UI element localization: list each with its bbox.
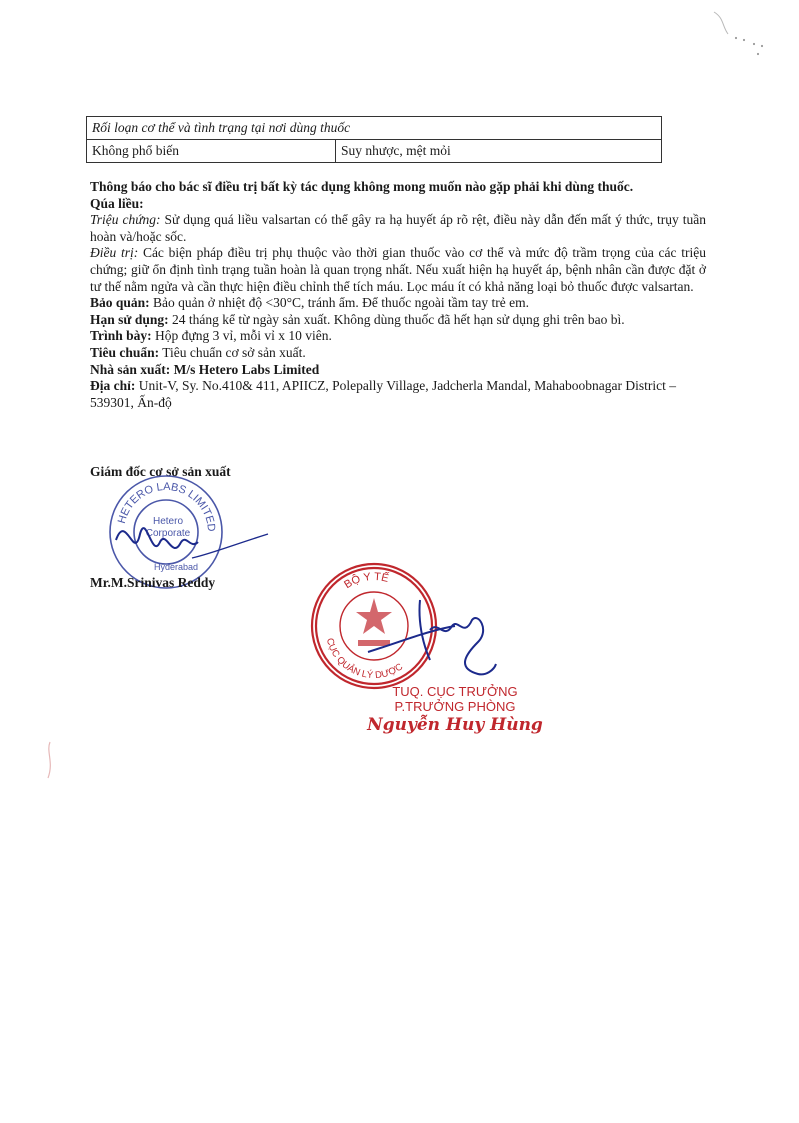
manufacturer-text: M/s Hetero Labs Limited xyxy=(170,361,320,377)
presentation-label: Trình bày: xyxy=(90,328,152,344)
corner-marks xyxy=(710,8,780,68)
expiry-line xyxy=(90,312,706,329)
director-title: Giám đốc cơ sở sản xuất xyxy=(90,464,231,479)
overdose-symptoms xyxy=(90,212,706,245)
table-header-cell: Rối loạn cơ thể và tình trạng tại nơi dùng thuốc xyxy=(87,117,662,140)
manufacturer-label: Nhà sản xuất: xyxy=(90,361,171,377)
authority-name: Nguyễn Huy Hùng xyxy=(367,715,543,735)
presentation-text: Hộp đựng 3 vỉ, mỗi vỉ x 10 viên. xyxy=(151,328,332,344)
symptoms-label: Triệu chứng: xyxy=(90,212,161,228)
frequency-cell: Không phổ biến xyxy=(87,140,336,163)
treatment-text: Các biện pháp điều trị phụ thuộc vào thời gian thuốc vào cơ thể và mức độ trầm trọng của các triệu chứng; giữ ổn định tình trạng tuần hoàn là quan trọng nhất. Nếu xuất hiện hạ huyết áp, bệnh nhân cần được đặt ở tư thế nằm ngửa và cần thực hiện điều chỉnh thể tích máu. Lọc máu ít có khả năng loại bỏ thuốc được valsartan. xyxy=(90,245,706,294)
effect-cell: Suy nhược, mệt mỏi xyxy=(336,140,662,163)
stamp-line-2: Corporate xyxy=(145,528,191,539)
document-body xyxy=(90,179,706,411)
stamp-line-3: Hyderabad xyxy=(153,562,199,572)
overdose-treatment xyxy=(90,245,706,295)
notice-text: Thông báo cho bác sĩ điều trị bất kỳ tác dụng không mong muốn nào gặp phải khi dùng thuốc. xyxy=(90,179,634,194)
authority-stamp-top: BỘ Y TẾ xyxy=(342,570,390,592)
authority-signature xyxy=(360,590,500,680)
address-label: Địa chỉ: xyxy=(90,378,136,394)
signature-stroke xyxy=(190,528,270,568)
overdose-title: Qúa liều: xyxy=(90,195,144,211)
authority-signature-block xyxy=(360,684,550,733)
symptoms-text: Sử dụng quá liều valsartan có thể gây ra hạ huyết áp rõ rệt, điều này dẫn đến mất ý thức, trụy tuần hoàn và/hoặc sốc. xyxy=(90,212,706,244)
director-name: Mr.M.Srinivas Reddy xyxy=(90,575,216,590)
expiry-label: Hạn sử dụng: xyxy=(90,311,169,327)
storage-text: Bảo quản ở nhiệt độ <30°C, tránh ẩm. Để thuốc ngoài tầm tay trẻ em. xyxy=(149,295,529,311)
storage-label: Bảo quản: xyxy=(90,295,150,311)
standard-line xyxy=(90,345,706,362)
expiry-text: 24 tháng kể từ ngày sản xuất. Không dùng thuốc đã hết hạn sử dụng ghi trên bao bì. xyxy=(168,311,625,327)
presentation-line xyxy=(90,328,706,345)
stamp-line-1: Hetero xyxy=(152,516,184,527)
standard-label: Tiêu chuẩn: xyxy=(90,344,160,360)
stamp-ring-text: HETERO LABS LIMITED xyxy=(115,480,218,533)
standard-text: Tiêu chuẩn cơ sở sản xuất. xyxy=(159,344,306,360)
margin-mark xyxy=(40,740,60,780)
adverse-effects-table xyxy=(86,116,662,163)
treatment-label: Điều trị: xyxy=(90,245,139,261)
authority-line-2: P.TRƯỞNG PHÒNG xyxy=(394,699,516,714)
address-text: Unit-V, Sy. No.410& 411, APIICZ, Polepally Village, Jadcherla Mandal, Mahaboobnagar District – 539301, Ấn-độ xyxy=(90,378,676,410)
address-line xyxy=(90,378,706,411)
table-row xyxy=(87,140,662,163)
authority-stamp-bottom: CỤC QUẢN LÝ DƯỢC xyxy=(323,636,406,682)
table-header-row xyxy=(87,117,662,140)
manufacturer-line xyxy=(90,362,706,379)
authority-line-1: TUQ. CỤC TRƯỞNG xyxy=(392,684,518,699)
storage-line xyxy=(90,295,706,312)
